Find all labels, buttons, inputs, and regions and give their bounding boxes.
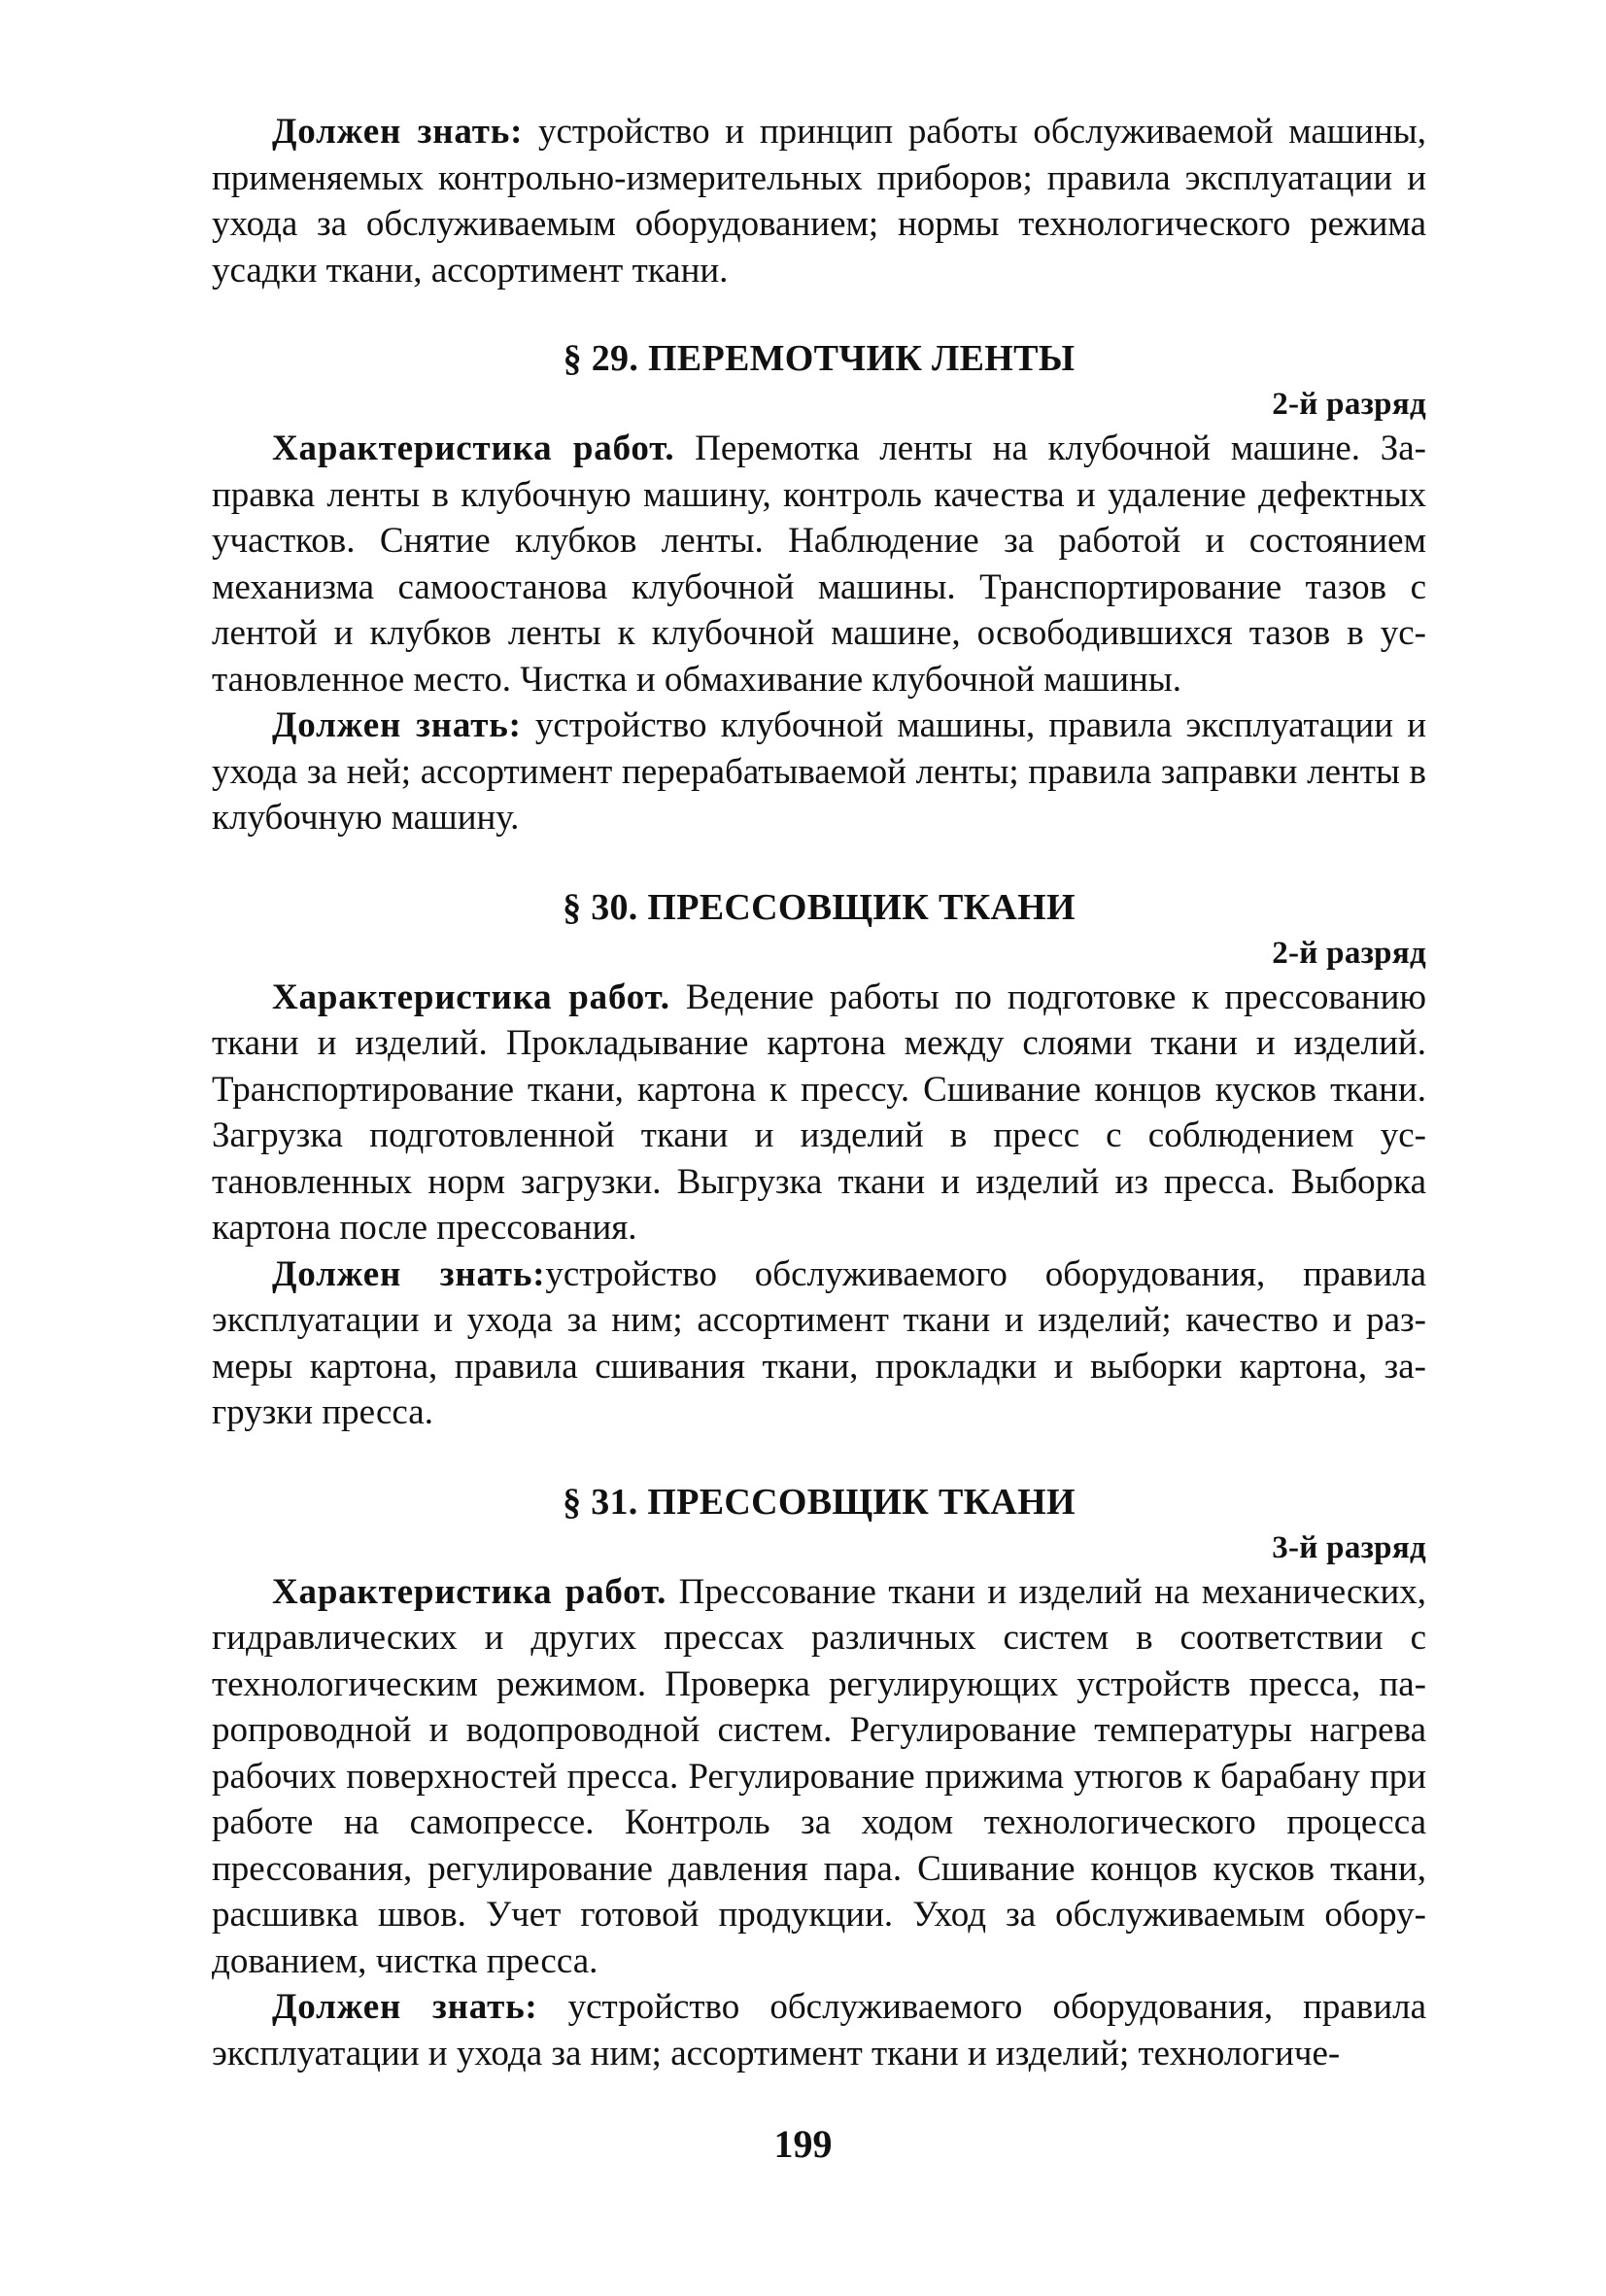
- knowledge-paragraph: [212, 1251, 1426, 1436]
- section-31: [212, 1478, 1426, 2077]
- knowledge-text: устройство клубочной машины, правила эксплуатации и ухода за ней; ассортимент перерабатываемой ленты; правила заправки ленты в клубочную машину.: [212, 705, 1426, 838]
- section-30: [212, 883, 1426, 1436]
- characteristic-paragraph: [212, 426, 1426, 703]
- knowledge-term: Должен знать:: [272, 1987, 538, 2027]
- characteristic-paragraph: [212, 975, 1426, 1251]
- section-grade: 3-й разряд: [1272, 1529, 1426, 1565]
- section-heading: § 29. ПЕРЕМОТЧИК ЛЕНТЫ: [563, 338, 1076, 379]
- section-heading: § 30. ПРЕССОВЩИК ТКАНИ: [563, 886, 1076, 928]
- section-heading: § 31. ПРЕССОВЩИК ТКАНИ: [563, 1481, 1076, 1523]
- section-grade: 2-й разряд: [1272, 387, 1426, 422]
- intro-text: устройство и принцип работы обслуживаемой машины, применяемых контрольно-измерительных приборов; правила эксплуатации и ухода за обслуживаемым оборудованием; нормы технологического режима усадки ткани, ассортимент ткани.: [212, 112, 1426, 291]
- characteristic-term: Характеристика работ.: [272, 428, 675, 468]
- intro-paragraph: [212, 109, 1426, 293]
- characteristic-term: Характеристика работ.: [272, 1571, 667, 1612]
- section-29: [212, 334, 1426, 841]
- knowledge-paragraph: [212, 1984, 1426, 2076]
- knowledge-paragraph: [212, 703, 1426, 841]
- intro-term: Должен знать:: [272, 112, 524, 152]
- characteristic-text: Прессование ткани и изделий на механических, гидравлических и других прессах различных систем в соответствии с технологическим режимом. Проверка регулирующих устройств пресса, паропроводной и водопроводной систем. Регулирование температуры нагрева рабочих поверхностей пресса. Регулирование прижима утюгов к барабану при работе на самопрессе. Контроль за ходом технологического процесса прессования, регулирование давления пара. Сшивание концов кусков ткани, расшивка швов. Учет готовой продукции. Уход за обслуживаемым оборудованием, чистка пресса.: [212, 1571, 1426, 1981]
- characteristic-text: Перемотка ленты на клубочной машине. Заправка ленты в клубочную машину, контроль качества и удаление дефектных участков. Снятие клубков ленты. Наблюдение за работой и состоянием механизма самоостанова клубочной машины. Транспортирование тазов с лентой и клубков ленты к клубочной машине, освободившихся тазов в установленное место. Чистка и обмахивание клубочной машины.: [212, 428, 1426, 700]
- knowledge-text: устройство обслуживаемого оборудования, правила эксплуатации и ухода за ним; ассортимент ткани и изделий; технологиче-: [212, 1987, 1426, 2073]
- section-grade: 2-й разряд: [1272, 935, 1426, 971]
- knowledge-text: устройство обслуживаемого оборудования, правила эксплуатации и ухода за ним; ассортимент ткани и изделий; качество и размеры картона, правила сшивания ткани, прокладки и выборки картона, загрузки пресса.: [212, 1253, 1427, 1432]
- characteristic-text: Ведение работы по подготовке к прессованию ткани и изделий. Прокладывание картона между слоями ткани и изделий. Транспортирование ткани, картона к прессу. Сшивание концов кусков ткани. Загрузка подготовленной ткани и изделий в пресс с соблюдением установленных норм загрузки. Выгрузка ткани и изделий из пресса. Выборка картона после прессования.: [212, 977, 1427, 1248]
- page-number: 199: [773, 2122, 833, 2166]
- knowledge-term: Должен знать:: [272, 1253, 546, 1294]
- characteristic-term: Характеристика работ.: [272, 977, 670, 1017]
- knowledge-term: Должен знать:: [272, 705, 522, 745]
- document-page: [212, 109, 1426, 2076]
- characteristic-paragraph: [212, 1569, 1426, 1985]
